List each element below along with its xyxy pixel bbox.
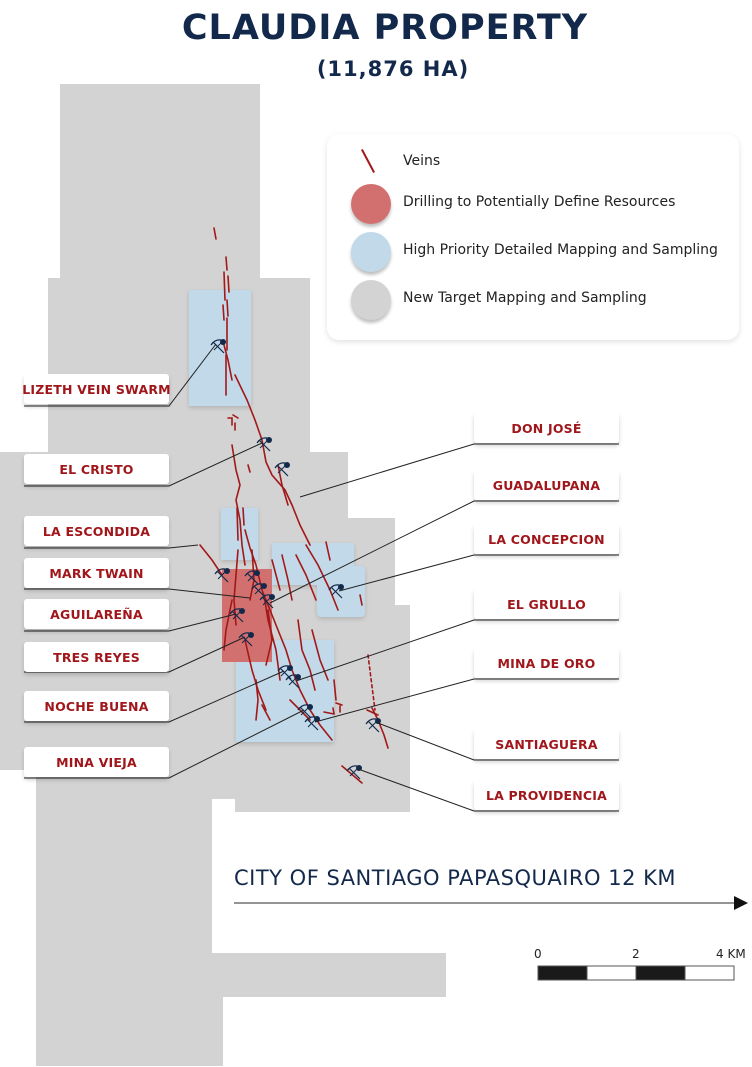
label-la-escondida[interactable] bbox=[24, 516, 169, 546]
gray-circle-icon bbox=[351, 280, 391, 320]
label-text: NOCHE BUENA bbox=[44, 698, 149, 714]
label-text: EL GRULLO bbox=[507, 596, 586, 612]
label-text: AGUILAREÑA bbox=[50, 606, 143, 622]
label-santiaguera[interactable] bbox=[474, 729, 619, 759]
label-text: EL CRISTO bbox=[59, 461, 134, 477]
legend-item-high-priority bbox=[327, 232, 739, 272]
scale-tick-0: 0 bbox=[534, 947, 542, 961]
label-mina-de-oro[interactable] bbox=[474, 648, 619, 678]
label-text: LA ESCONDIDA bbox=[42, 523, 151, 539]
scale-bar bbox=[538, 966, 734, 980]
direction-label: CITY OF SANTIAGO PAPASQUAIRO 12 KM bbox=[234, 866, 677, 890]
legend-item-new-target bbox=[327, 280, 739, 320]
label-don-jose[interactable] bbox=[474, 413, 619, 443]
scale-tick-2: 2 bbox=[632, 947, 640, 961]
label-text: DON JOSÉ bbox=[511, 420, 582, 436]
label-el-cristo[interactable] bbox=[24, 454, 169, 484]
label-text: LIZETH VEIN SWARM bbox=[22, 381, 171, 397]
label-text: LA CONCEPCION bbox=[488, 531, 605, 547]
red-circle-icon bbox=[351, 184, 391, 224]
label-text: TRES REYES bbox=[53, 649, 140, 665]
label-text: MINA DE ORO bbox=[497, 655, 596, 671]
label-text: SANTIAGUERA bbox=[495, 736, 598, 752]
blue-circle-icon bbox=[351, 232, 391, 272]
label-noche-buena[interactable] bbox=[24, 691, 169, 721]
label-mina-vieja[interactable] bbox=[24, 747, 169, 777]
label-text: LA PROVIDENCIA bbox=[485, 787, 608, 803]
legend-label: High Priority Detailed Mapping and Sampling bbox=[403, 242, 718, 258]
label-aguilarena[interactable] bbox=[24, 599, 169, 629]
label-tres-reyes[interactable] bbox=[24, 642, 169, 672]
legend-label: Veins bbox=[403, 153, 441, 169]
legend-item-drilling bbox=[327, 184, 739, 224]
label-text: MINA VIEJA bbox=[56, 754, 137, 770]
label-guadalupana[interactable] bbox=[474, 470, 619, 500]
map-subtitle: (11,876 HA) bbox=[316, 57, 470, 81]
label-text: GUADALUPANA bbox=[492, 477, 601, 493]
label-la-providencia[interactable] bbox=[474, 780, 619, 810]
legend bbox=[327, 134, 739, 340]
scale-tick-4km: 4 KM bbox=[716, 947, 746, 961]
map-title: CLAUDIA PROPERTY bbox=[181, 8, 589, 48]
label-el-grullo[interactable] bbox=[474, 589, 619, 619]
label-text: MARK TWAIN bbox=[49, 565, 144, 581]
vein-line-icon bbox=[361, 149, 375, 173]
legend-item-veins bbox=[327, 148, 739, 188]
direction-arrow bbox=[234, 896, 748, 910]
label-lizeth-vein-swarm[interactable] bbox=[24, 374, 169, 404]
legend-label: Drilling to Potentially Define Resources bbox=[403, 194, 676, 210]
label-la-concepcion[interactable] bbox=[474, 524, 619, 554]
legend-label: New Target Mapping and Sampling bbox=[403, 290, 647, 306]
label-mark-twain[interactable] bbox=[24, 558, 169, 588]
